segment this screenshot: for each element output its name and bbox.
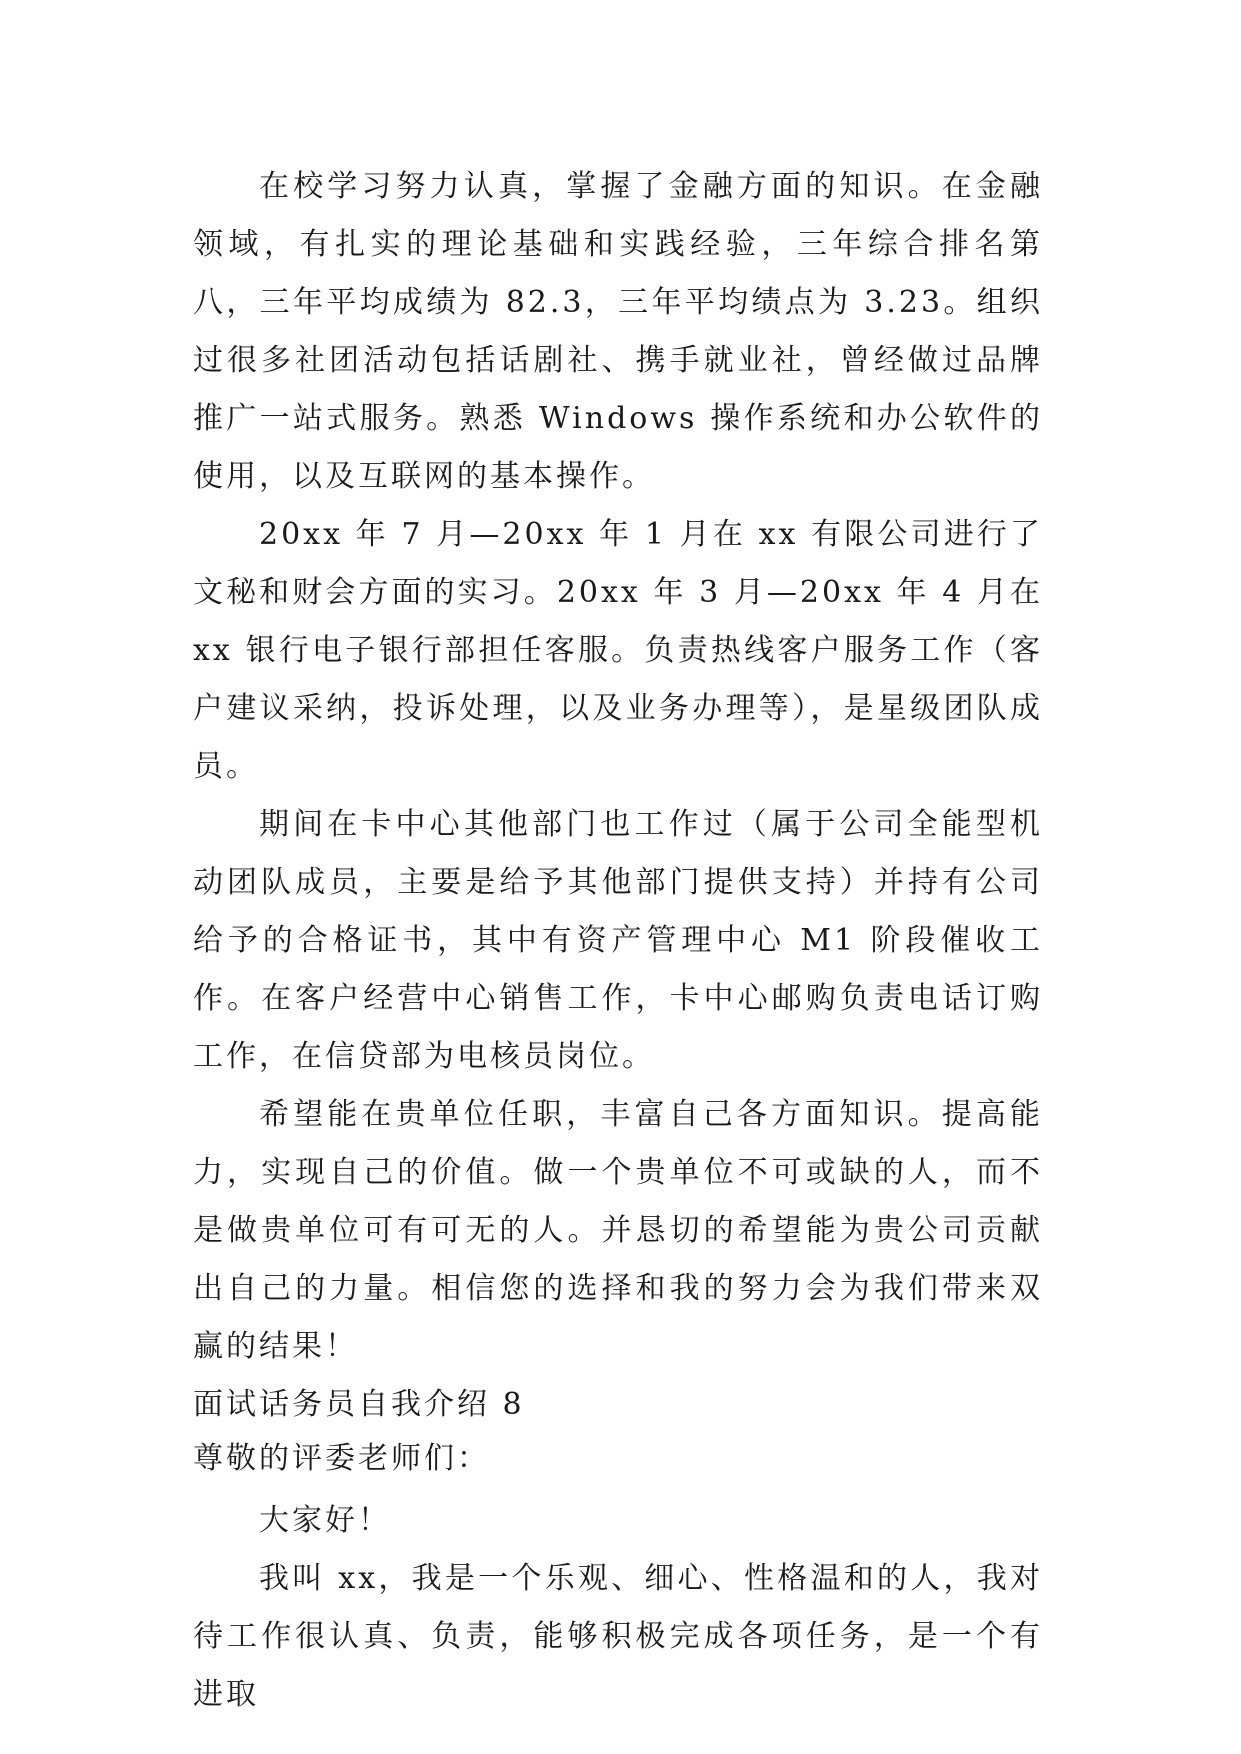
paragraph-self-intro: 我叫 xx，我是一个乐观、细心、性格温和的人，我对待工作很认真、负责，能够积极完成各项任务，是一个有进取 [193, 1561, 1043, 1712]
paragraph-closing-wish: 希望能在贵单位任职，丰富自己各方面知识。提高能力，实现自己的价值。做一个贵单位不可或缺的人，而不是做贵单位可有可无的人。并恳切的希望能为贵公司贡献出自己的力量。相信您的选择和我的努力会为我们带来双赢的结果！ [193, 1097, 1043, 1364]
paragraph-education: 在校学习努力认真，掌握了金融方面的知识。在金融领域，有扎实的理论基础和实践经验，三年综合排名第八，三年平均成绩为 82.3，三年平均绩点为 3.23。组织过很多社团活动包括话剧社、携手就业社，曾经做过品牌推广一站式服务。熟悉 Windows 操作系统和办公软件的使用，以及互联网的基本操作。 [193, 169, 1043, 494]
salutation: 尊敬的评委老师们： [193, 1441, 490, 1476]
greeting: 大家好！ [259, 1503, 391, 1538]
paragraph-internship: 20xx 年 7 月—20xx 年 1 月在 xx 有限公司进行了文秘和财会方面的实习。20xx 年 3 月—20xx 年 4 月在 xx 银行电子银行部担任客服。负责热线客户服务工作（客户建议采纳，投诉处理，以及业务办理等），是星级团队成员。 [193, 517, 1043, 784]
document-body [193, 158, 1043, 1724]
section-title: 面试话务员自我介绍 8 [193, 1387, 525, 1422]
paragraph-work-experience: 期间在卡中心其他部门也工作过（属于公司全能型机动团队成员，主要是给予其他部门提供支持）并持有公司给予的合格证书，其中有资产管理中心 M1 阶段催收工作。在客户经营中心销售工作，卡中心邮购负责电话订购工作，在信贷部为电核员岗位。 [193, 807, 1043, 1074]
